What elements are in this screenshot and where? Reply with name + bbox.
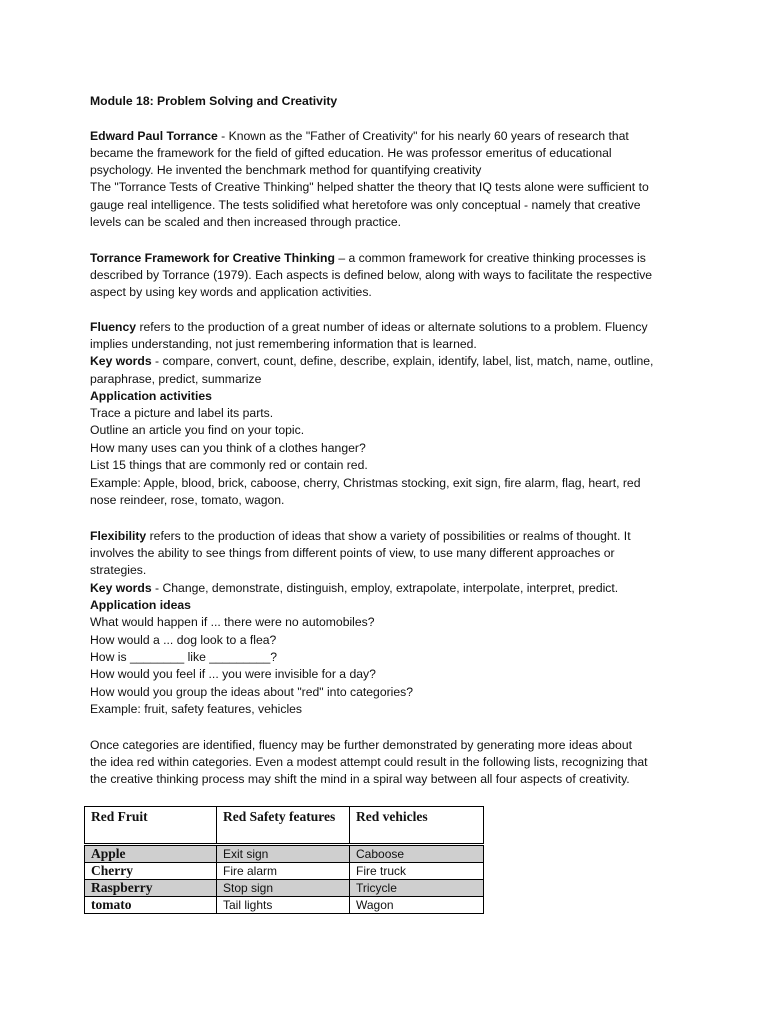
fluency-keywords-label: Key words — [90, 354, 152, 368]
fluency-activities-label: Application activities — [90, 389, 212, 403]
torrance-line: gauge real intelligence. The tests solidified what heretofore was only conceptual - namely that creative — [90, 198, 641, 212]
framework-line: described by Torrance (1979). Each aspects is defined below, along with ways to facilitate the respective — [90, 268, 653, 282]
torrance-name: Edward Paul Torrance — [90, 129, 218, 143]
flexibility-ideas-label: Application ideas — [90, 598, 191, 612]
table-cell: tomato — [85, 897, 217, 914]
fluency-keywords: - compare, convert, count, define, describe, explain, identify, label, list, match, name, outline, — [151, 354, 654, 368]
torrance-line-1 — [90, 128, 629, 145]
torrance-intro: - Known as the "Father of Creativity" for his nearly 60 years of research that — [217, 129, 629, 143]
list-item: Trace a picture and label its parts. — [90, 406, 274, 420]
closing-line: Once categories are identified, fluency may be further demonstrated by generating more ideas about — [90, 738, 632, 752]
fluency-keywords-line: paraphrase, predict, summarize — [90, 372, 262, 386]
fluency-definition: refers to the production of a great number of ideas or alternate solutions to a problem. Fluency — [136, 320, 648, 334]
list-item: Example: Apple, blood, brick, caboose, cherry, Christmas stocking, exit sign, fire alarm, flag, heart, red — [90, 476, 641, 490]
list-item: How would you group the ideas about "red" into categories? — [90, 685, 414, 699]
framework-intro: – a common framework for creative thinking processes is — [334, 251, 646, 265]
table-cell: Apple — [85, 845, 217, 863]
table-cell: Raspberry — [85, 880, 217, 897]
table-row — [85, 880, 484, 897]
flexibility-term: Flexibility — [90, 529, 147, 543]
fluency-term: Fluency — [90, 320, 137, 334]
list-item: How would a ... dog look to a flea? — [90, 633, 277, 647]
list-item: How many uses can you think of a clothes hanger? — [90, 441, 366, 455]
flexibility-keywords: - Change, demonstrate, distinguish, employ, extrapolate, interpolate, interpret, predict. — [151, 581, 619, 595]
list-item: How is ________ like _________? — [90, 650, 278, 664]
fluency-line: implies understanding, not just remembering information that is learned. — [90, 337, 477, 351]
flexibility-line: strategies. — [90, 563, 147, 577]
torrance-line: became the framework for the field of gifted education. He was professor emeritus of educational — [90, 146, 612, 160]
list-item: List 15 things that are commonly red or contain red. — [90, 458, 368, 472]
fluency-line-1 — [90, 319, 648, 336]
table-cell: Exit sign — [217, 845, 350, 863]
framework-line: aspect by using key words and application activities. — [90, 285, 372, 299]
table-cell: Fire alarm — [217, 863, 350, 880]
closing-line: the creative thinking process may shift the mind in a spiral way between all four aspects of creativity. — [90, 772, 630, 786]
torrance-line: The "Torrance Tests of Creative Thinking" helped shatter the theory that IQ tests alone were sufficient to — [90, 180, 649, 194]
framework-heading: Torrance Framework for Creative Thinking — [90, 251, 335, 265]
table-header-cell: Red Safety features — [217, 807, 350, 845]
flexibility-keywords-label: Key words — [90, 581, 152, 595]
table-row — [85, 845, 484, 863]
table-cell: Wagon — [350, 897, 484, 914]
table-cell: Tricycle — [350, 880, 484, 897]
page-title: Module 18: Problem Solving and Creativity — [90, 94, 338, 108]
red-items-table — [84, 806, 484, 914]
closing-line: the idea red within categories. Even a modest attempt could result in the following lists, recognizing that — [90, 755, 648, 769]
torrance-line: psychology. He invented the benchmark method for quantifying creativity — [90, 163, 482, 177]
table-header-cell: Red Fruit — [85, 807, 217, 845]
list-item: nose reindeer, rose, tomato, wagon. — [90, 493, 285, 507]
list-item: Example: fruit, safety features, vehicles — [90, 702, 303, 716]
flexibility-line: involves the ability to see things from different points of view, to use many different approaches or — [90, 546, 615, 560]
torrance-line: levels can be scaled and then increased through practice. — [90, 215, 401, 229]
table-cell: Caboose — [350, 845, 484, 863]
table-cell: Stop sign — [217, 880, 350, 897]
table-cell: Fire truck — [350, 863, 484, 880]
fluency-keywords-line — [90, 353, 653, 370]
table-row — [85, 897, 484, 914]
flexibility-definition: refers to the production of ideas that show a variety of possibilities or realms of thought. It — [146, 529, 631, 543]
framework-line-1 — [90, 250, 646, 267]
list-item: What would happen if ... there were no automobiles? — [90, 615, 375, 629]
list-item: How would you feel if ... you were invisible for a day? — [90, 667, 376, 681]
list-item: Outline an article you find on your topic. — [90, 423, 305, 437]
flexibility-line-1 — [90, 528, 631, 545]
table-header-row — [85, 807, 484, 845]
flexibility-keywords-line — [90, 580, 618, 597]
table-header-cell: Red vehicles — [350, 807, 484, 845]
table-row — [85, 863, 484, 880]
table-cell: Tail lights — [217, 897, 350, 914]
table-cell: Cherry — [85, 863, 217, 880]
